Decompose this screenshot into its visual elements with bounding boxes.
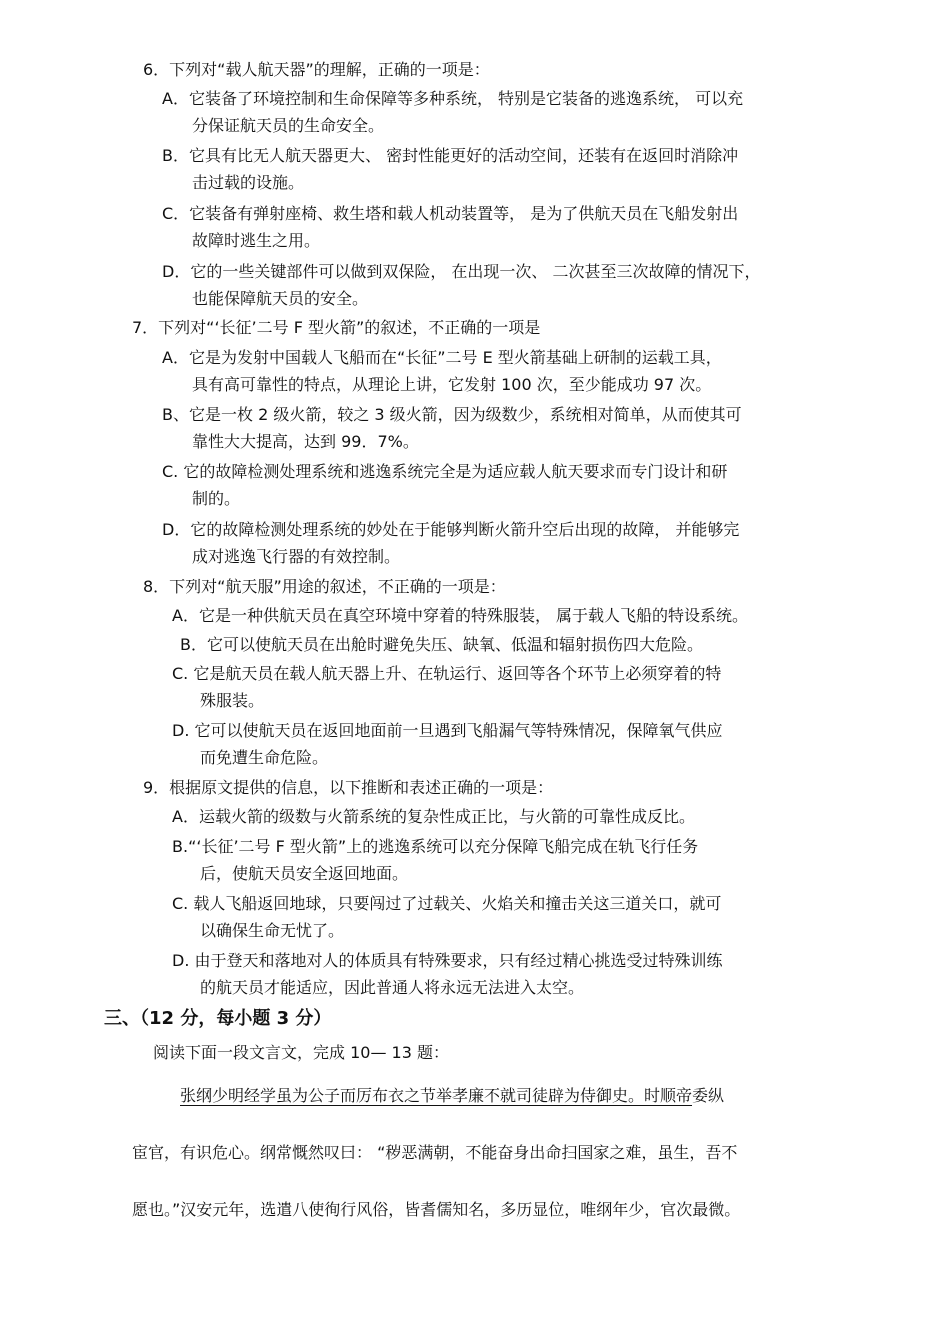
q7-option-d-line2: 成对逃逸飞行器的有效控制。 [192, 547, 401, 566]
q7-option-d-line1: D．它的故障检测处理系统的妙处在于能够判断火箭升空后出现的故障， 并能够完 [162, 520, 740, 539]
q9-option-b-line1: B.“‘长征’二号 F 型火箭”上的逃逸系统可以充分保障飞船完成在轨飞行任务 [172, 837, 699, 856]
passage-line-3: 愿也。”汉安元年，选遣八使徇行风俗，皆耆儒知名，多历显位，唯纲年少，官次最微。 [132, 1200, 741, 1219]
q9-option-c-line2: 以确保生命无忧了。 [200, 921, 345, 940]
q7-option-a-line2: 具有高可靠性的特点，从理论上讲，它发射 100 次，至少能成功 97 次。 [192, 375, 712, 394]
q6-option-a-line1: A．它装备了环境控制和生命保障等多种系统， 特别是它装备的逃逸系统， 可以充 [162, 89, 744, 108]
q9-option-c-line1: C. 载人飞船返回地球，只要闯过了过载关、火焰关和撞击关这三道关口，就可 [172, 894, 722, 913]
q9-option-d-line1: D. 由于登天和落地对人的体质具有特殊要求，只有经过精心挑选受过特殊训练 [172, 951, 723, 970]
q8-option-a-line1: A．它是一种供航天员在真空环境中穿着的特殊服装， 属于载人飞船的特设系统。 [172, 606, 749, 625]
q6-option-d-line1: D．它的一些关键部件可以做到双保险， 在出现一次、 二次甚至三次故障的情况下， [162, 262, 761, 281]
q7-option-a-line1: A．它是为发射中国载人飞船而在“长征”二号 E 型火箭基础上研制的运载工具， [162, 348, 722, 367]
q6-option-c-line2: 故障时逃生之用。 [192, 231, 321, 250]
question-9-stem: 9．根据原文提供的信息，以下推断和表述正确的一项是： [143, 778, 554, 797]
section-3-instruction: 阅读下面一段文言文，完成 10— 13 题： [153, 1043, 449, 1062]
q9-option-b-line2: 后，使航天员安全返回地面。 [200, 864, 409, 883]
passage-line-2: 宦官，有识危心。纲常慨然叹曰： “秽恶满朝，不能奋身出命扫国家之难，虽生，吾不 [132, 1143, 738, 1162]
passage-line-1-rest: 委纵 [692, 1086, 725, 1105]
q8-option-c-line2: 殊服装。 [200, 691, 265, 710]
q6-option-b-line2: 击过载的设施。 [192, 173, 305, 192]
q9-option-a-line1: A．运载火箭的级数与火箭系统的复杂性成正比，与火箭的可靠性成反比。 [172, 807, 695, 826]
q6-option-c-line1: C．它装备有弹射座椅、救生塔和载人机动装置等， 是为了供航天员在飞船发射出 [162, 204, 739, 223]
q8-option-d-line1: D. 它可以使航天员在返回地面前一旦遇到飞船漏气等特殊情况，保障氧气供应 [172, 721, 723, 740]
q7-option-b-line1: B、它是一枚 2 级火箭，较之 3 级火箭，因为级数少，系统相对简单，从而使其可 [162, 405, 742, 424]
q8-option-b-line1: B．它可以使航天员在出舱时避免失压、缺氧、低温和辐射损伤四大危险。 [180, 635, 703, 654]
q9-option-d-line2: 的航天员才能适应，因此普通人将永远无法进入太空。 [200, 978, 585, 997]
q6-option-d-line2: 也能保障航天员的安全。 [192, 289, 369, 308]
q8-option-c-line1: C. 它是航天员在载人航天器上升、在轨运行、返回等各个环节上必须穿着的特 [172, 664, 722, 683]
question-7-stem: 7．下列对“‘长征’二号 F 型火箭”的叙述，不正确的一项是 [132, 318, 541, 337]
passage-underlined-text: 张纲少明经学虽为公子而厉布衣之节举孝廉不就司徒辟为侍御史。时顺帝 [180, 1086, 693, 1105]
q7-option-c-line1: C. 它的故障检测处理系统和逃逸系统完全是为适应载人航天要求而专门设计和研 [162, 462, 728, 481]
passage-line-1 [180, 1086, 724, 1106]
q8-option-d-line2: 而免遭生命危险。 [200, 748, 329, 767]
q6-option-b-line1: B．它具有比无人航天器更大、 密封性能更好的活动空间，还装有在返回时消除冲 [162, 146, 739, 165]
section-3-heading: 三、（12 分，每小题 3 分） [104, 1008, 332, 1029]
question-6-stem: 6．下列对“载人航天器”的理解，正确的一项是： [143, 60, 490, 79]
q6-option-a-line2: 分保证航天员的生命安全。 [192, 116, 385, 135]
question-8-stem: 8．下列对“航天服”用途的叙述，不正确的一项是： [143, 577, 506, 596]
q7-option-b-line2: 靠性大大提高，达到 99．7%。 [192, 432, 419, 451]
q7-option-c-line2: 制的。 [192, 489, 241, 508]
